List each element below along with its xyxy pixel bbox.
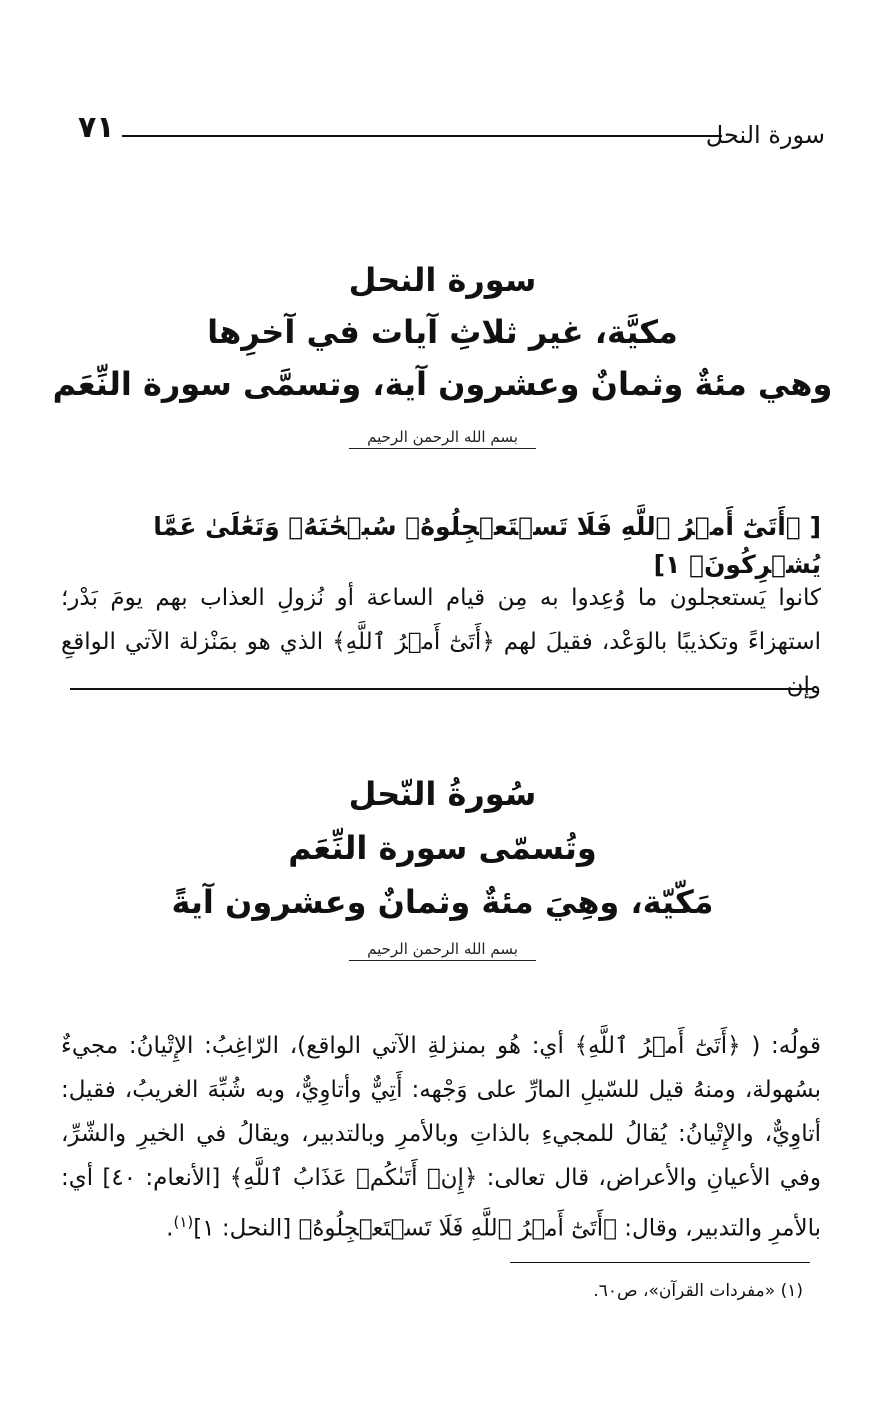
section1-basmala <box>0 428 885 446</box>
page-number: ٧١ <box>78 110 115 145</box>
section1-description: وهي مئةٌ وثمانٌ وعشرون آية، وتسمَّى سورة النِّعَم <box>52 365 833 403</box>
verse-line: [ ﴿أَتَىٰٓ أَمۡرُ ٱللَّهِ فَلَا تَسۡتَعۡجِلُوهُۚ سُبۡحَٰنَهُۥ وَتَعَٰلَىٰ عَمَّا يُشۡرِكُونَ﴾ ١] <box>153 512 821 579</box>
section2-description: مَكّيّة، وهِيَ مئةٌ وثمانٌ وعشرون آيةً <box>171 883 714 921</box>
section1-subtitle: مكيَّة، غير ثلاثِ آيات في آخرِها <box>207 313 678 351</box>
section1-title: سورة النحل <box>348 261 537 299</box>
footnote-marker[interactable]: (١) <box>173 1213 194 1231</box>
running-header-title: سورة النحل <box>705 121 825 149</box>
commentary-text: كانوا يَستعجلون ما وُعِدوا به مِن قيام الساعة أو نُزولِ العذاب بهم يومَ بَدْر؛ استهزاءً وتكذيبًا بالوَعْد، فقيلَ لهم ﴿أَتَىٰٓ أَمۡرُ ٱللَّهِ﴾ الذي هو بمَنْزلة الآتي الواقعِ وإن <box>61 585 821 699</box>
section-divider <box>70 688 814 690</box>
header-rule <box>122 135 722 137</box>
paragraph-text: قولُه: ( ﴿أَتَىٰٓ أَمۡرُ ٱللَّهِ﴾ أي: هُو بمنزلةِ الآتي الواقع)، الرّاغِبُ: الإِتْيانُ: مجيءٌ بسُهولة، ومنهُ قيل للسّيلِ المارِّ على وَجْهه: أَتِيٌّ وأتاوِيٌّ، وبه شُبِّهَ الغريبُ، فقيل: أتاوِيٌّ، والإِتْيانُ: يُقالُ للمجيءِ بالذاتِ وبالأمرِ وبالتدبير، ويقالُ في الخيرِ والشّرِّ، وفي الأعيانِ والأعراض، قال تعالى: ﴿إِنۡ أَتَىٰكُمۡ عَذَابُ ٱللَّهِ﴾ [الأنعام: ٤٠] أي: بالأمرِ والتدبير، وقال: ﴿أَتَىٰٓ أَمۡرُ ٱللَّهِ فَلَا تَسۡتَعۡجِلُوهُ﴾ [النحل: ١] <box>61 1033 821 1242</box>
footnote-rule <box>510 1262 810 1263</box>
paragraph-end: . <box>166 1215 174 1242</box>
section2-subtitle: وتُسمّى سورة النِّعَم <box>288 829 597 867</box>
section2-title: سُورةُ النّحل <box>348 775 537 813</box>
section2-basmala <box>0 940 885 958</box>
footnote-text: (١) «مفردات القرآن»، ص٦٠. <box>593 1281 803 1301</box>
basmala-text: بسم الله الرحمن الرحيم <box>349 940 536 961</box>
main-paragraph <box>61 1024 821 1251</box>
basmala-text: بسم الله الرحمن الرحيم <box>349 428 536 449</box>
